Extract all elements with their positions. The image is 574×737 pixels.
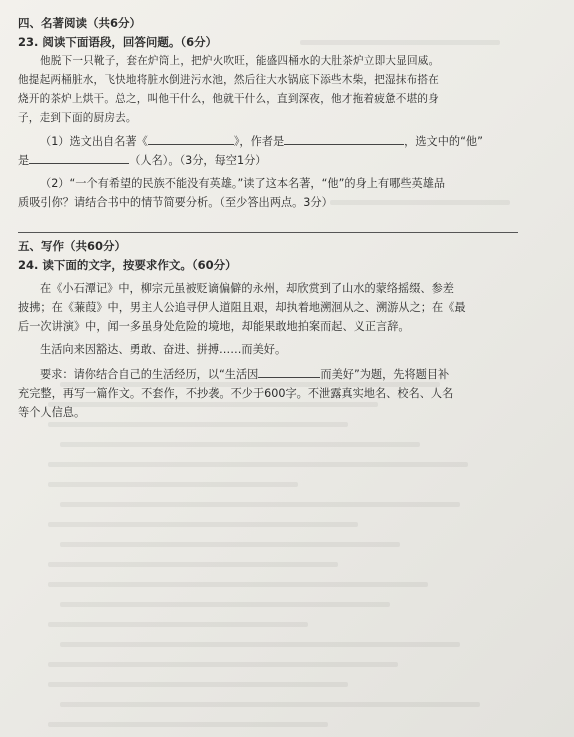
- book-title-blank[interactable]: [148, 132, 234, 145]
- req-text-b: 而美好”为题，先将题目补: [320, 368, 450, 381]
- question-24-stem: 24. 读下面的文字，按要求作文。（60分）: [18, 258, 237, 272]
- question-23-passage: [18, 52, 556, 128]
- section-4-heading: 四、名著阅读（共6分）: [18, 16, 142, 30]
- title-blank[interactable]: [258, 365, 320, 378]
- sub1-text-c: ，选文中的“他”: [404, 135, 483, 148]
- question-23-sub2-line1: （2）“一个有希望的民族不能没有英雄。”读了这本名著，“他”的身上有哪些英雄品: [40, 177, 446, 190]
- passage-line: 子，走到下面的厨房去。: [18, 112, 137, 124]
- requirement-line-3: 等个人信息。: [18, 406, 86, 419]
- prompt-line: 后一次讲演》中，闻一多虽身处危险的境地，却能果敢地拍案而起、义正言辞。: [18, 320, 410, 333]
- answer-line[interactable]: [18, 218, 518, 233]
- exam-content: [18, 14, 556, 422]
- prompt-line: 在《小石潭记》中，柳宗元虽被贬谪偏僻的永州，却欣赏到了山水的蒙络摇缀、参差: [40, 282, 454, 295]
- section-5-heading: 五、写作（共60分）: [18, 239, 127, 253]
- requirement-line-1: [18, 365, 556, 384]
- sub1-text-a: （1）选文出自名著《: [40, 135, 148, 148]
- question-23-sub1: [18, 132, 556, 151]
- question-24-prompt: [18, 279, 556, 359]
- prompt-line: 生活向来因豁达、勇敢、奋进、拼搏……而美好。: [40, 343, 287, 356]
- sub1-text-d: 是: [18, 154, 30, 167]
- question-23-stem: 23. 阅读下面语段，回答问题。（6分）: [18, 35, 218, 49]
- sub1-text-b: 》，作者是: [233, 135, 285, 148]
- passage-line: 他脱下一只靴子，套在炉筒上，把炉火吹旺，能盛四桶水的大肚茶炉立即大显回威。: [40, 55, 440, 67]
- passage-line: 他提起两桶脏水，飞快地将脏水倒进污水池，然后往大水锅底下添些木柴，把湿抹布搭在: [18, 74, 439, 86]
- sub1-text-e: （人名）。（3分，每空1分）: [129, 154, 267, 167]
- requirement-line-2: 充完整，再写一篇作文。不套作，不抄袭。不少于600字。不泄露真实地名、校名、人名: [18, 387, 454, 400]
- author-blank[interactable]: [284, 132, 404, 145]
- passage-line: 烧开的茶炉上烘干。总之，叫他干什么，他就干什么，直到深夜，他才拖着疲惫不堪的身: [18, 93, 439, 105]
- question-23-sub1-cont: [18, 151, 556, 170]
- prompt-line: 披拂；在《蒹葭》中，男主人公追寻伊人道阻且艰，却执着地溯洄从之、溯游从之；在《最: [18, 301, 466, 314]
- question-23-sub2-line2: 质吸引你？请结合书中的情节简要分析。（至少答出两点。3分）: [18, 196, 333, 209]
- person-name-blank[interactable]: [29, 151, 129, 164]
- req-text-a: 要求：请你结合自己的生活经历，以“生活因: [40, 368, 259, 381]
